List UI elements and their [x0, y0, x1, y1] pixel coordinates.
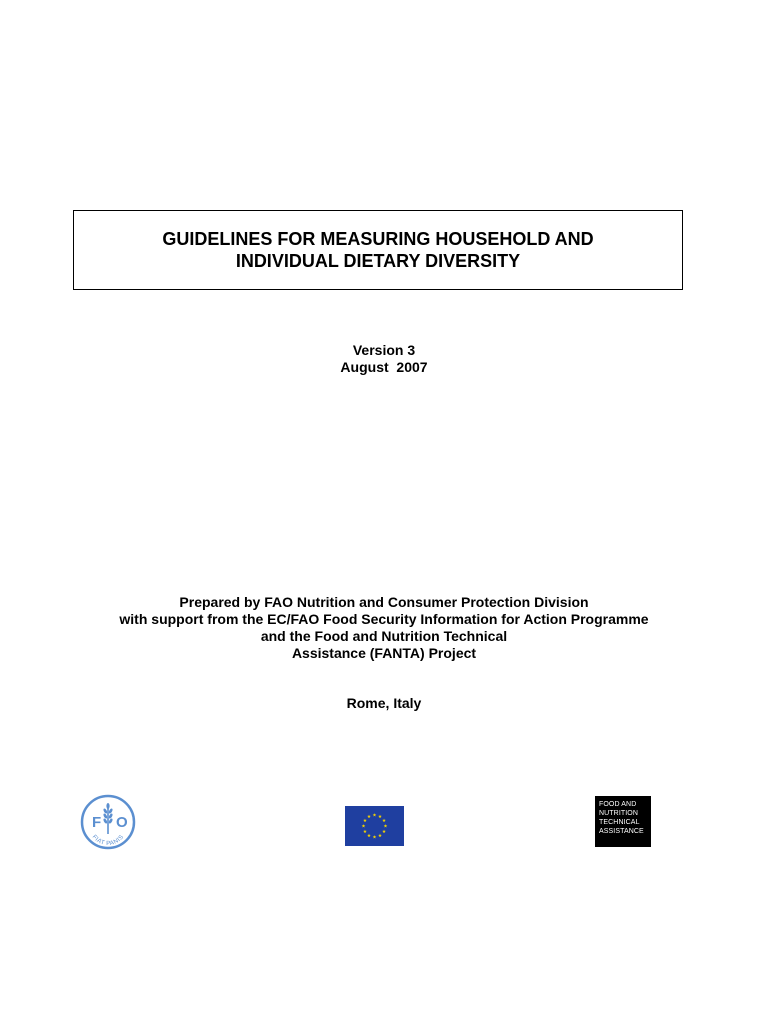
document-title-line-1: GUIDELINES FOR MEASURING HOUSEHOLD AND	[162, 229, 594, 249]
fao-motto: FIAT PANIS	[90, 834, 126, 848]
fanta-logo-line-1: FOOD AND	[599, 801, 637, 808]
fao-letter-o: O	[116, 814, 128, 831]
title-box	[73, 210, 683, 290]
location-label: Rome, Italy	[346, 695, 422, 711]
prepared-line-4: Assistance (FANTA) Project	[291, 645, 477, 661]
prepared-by-block	[0, 594, 768, 662]
fao-letter-f: F	[92, 814, 102, 831]
version-label: Version 3	[352, 342, 416, 358]
fanta-logo-line-2: NUTRITION	[599, 810, 639, 817]
date-label: August 2007	[340, 359, 428, 375]
prepared-line-1: Prepared by FAO Nutrition and Consumer Protection Division	[179, 594, 589, 610]
document-title-line-2: INDIVIDUAL DIETARY DIVERSITY	[235, 251, 521, 271]
fanta-logo-line-4: ASSISTANCE	[599, 828, 644, 835]
prepared-line-3: and the Food and Nutrition Technical	[260, 628, 508, 644]
fao-emblem-graphic	[80, 794, 136, 850]
eu-flag-icon	[345, 806, 404, 846]
eu-flag-graphic	[345, 806, 404, 846]
fanta-logo-line-3: TECHNICAL	[599, 819, 640, 826]
prepared-line-2: with support from the EC/FAO Food Security Information for Action Programme	[119, 611, 649, 627]
fao-emblem-icon	[80, 794, 136, 850]
version-block	[0, 342, 768, 376]
location-block	[0, 695, 768, 712]
fanta-logo	[595, 796, 651, 847]
